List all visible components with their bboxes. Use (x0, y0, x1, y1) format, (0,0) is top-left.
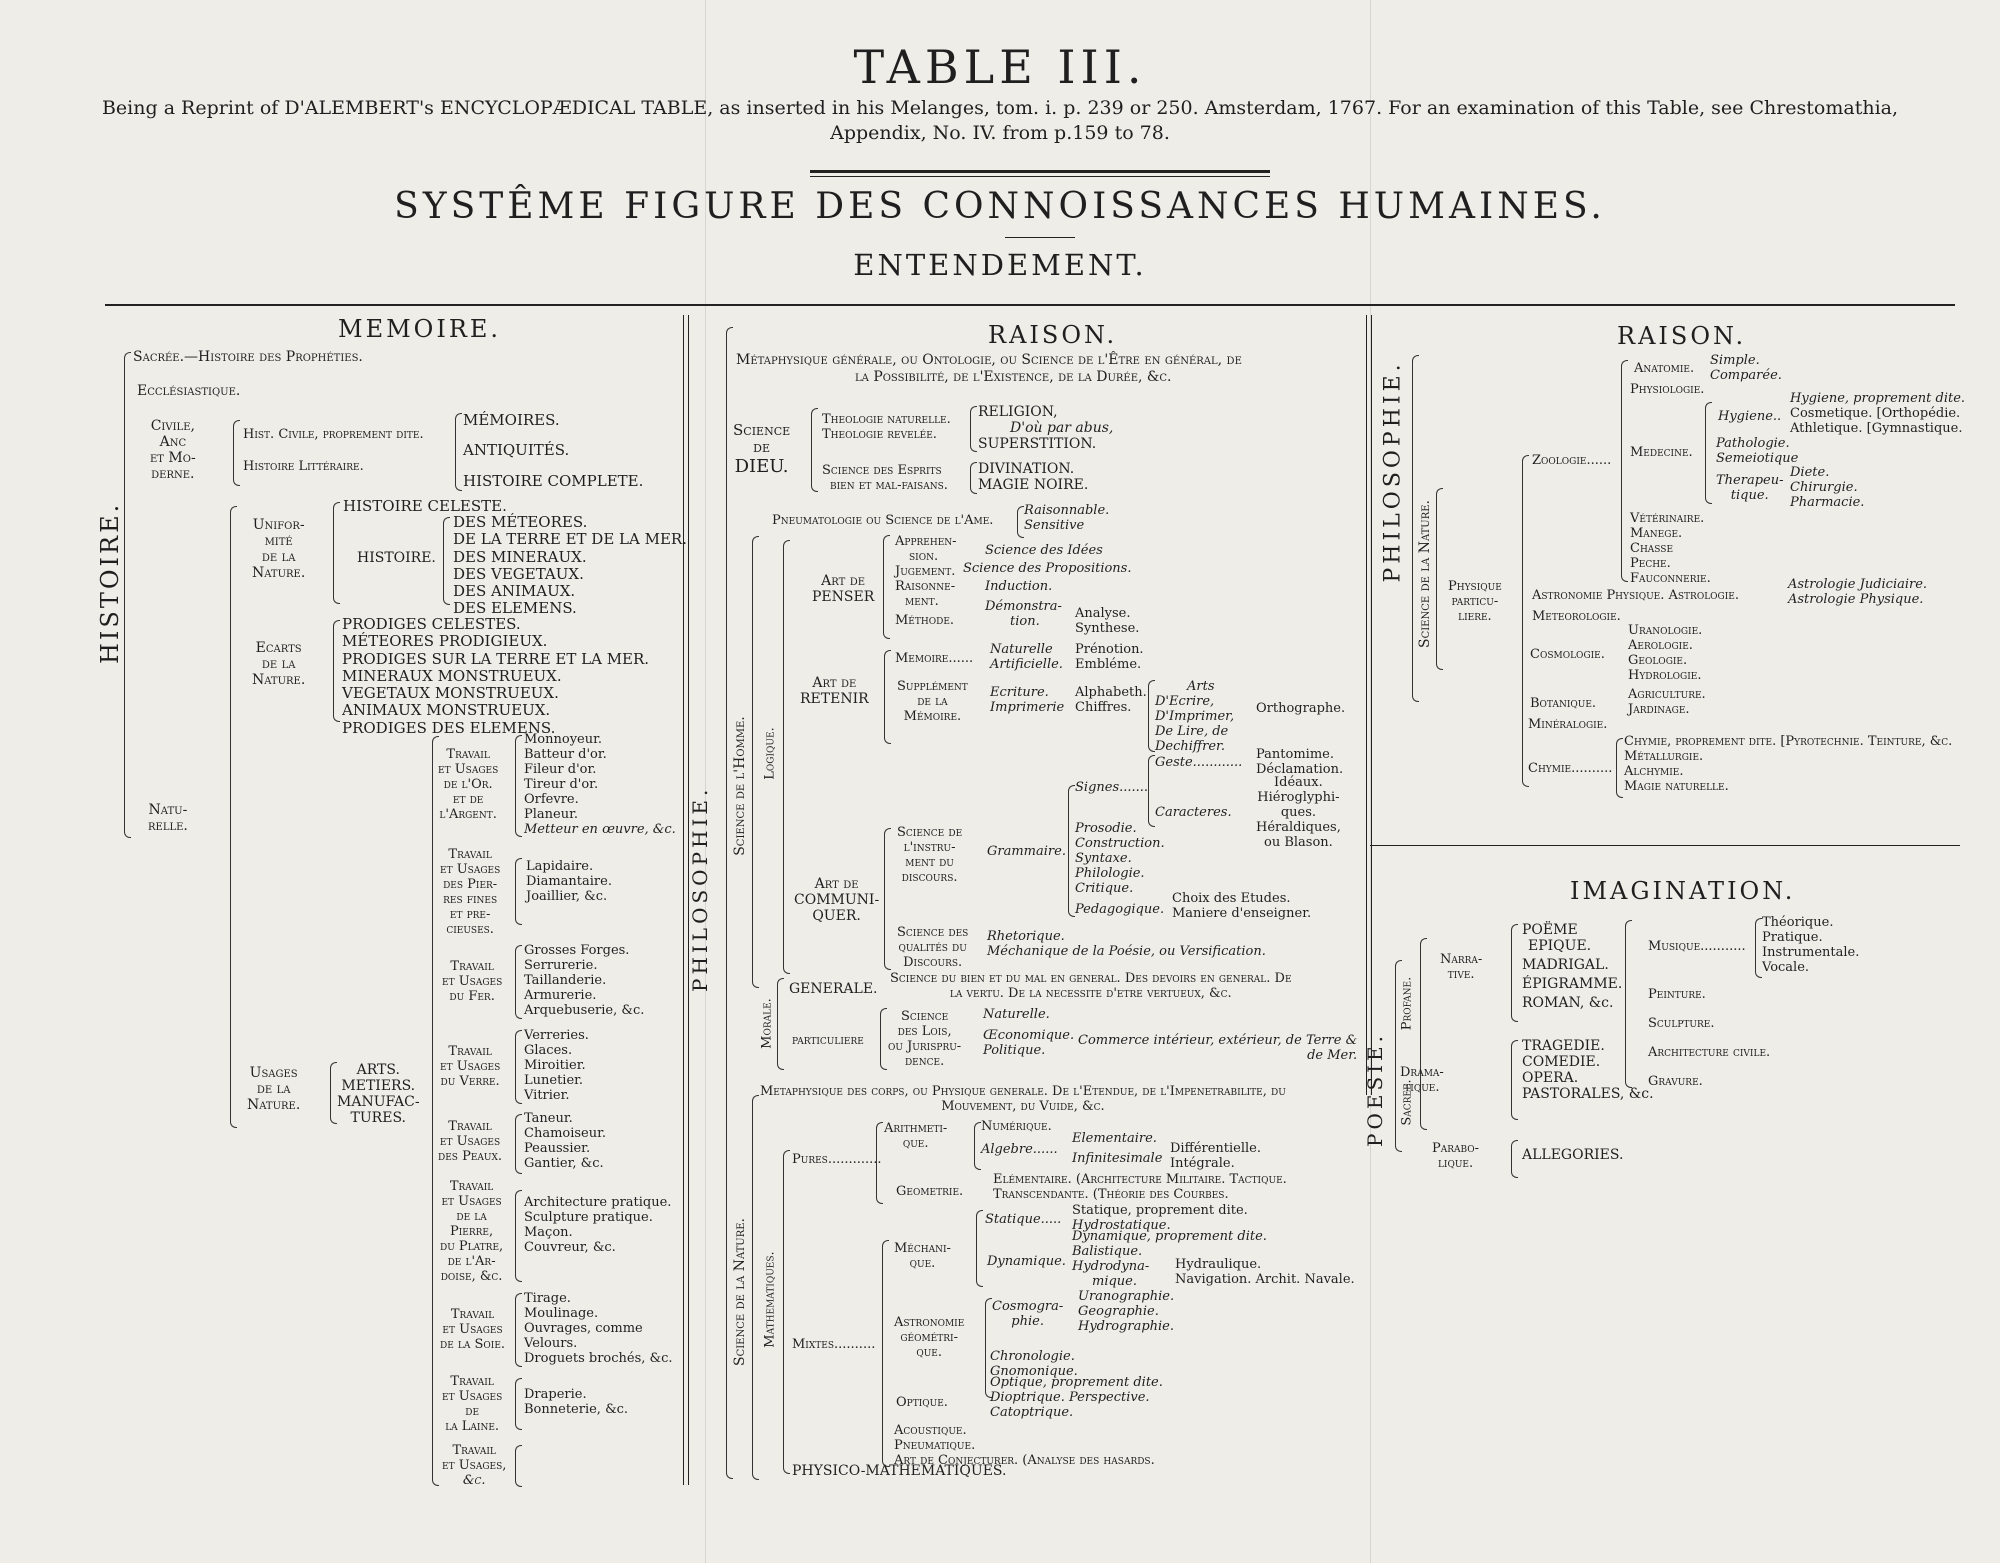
entendement-rule (105, 304, 1955, 306)
travail-or-items: Monnoyeur. Batteur d'or. Fileur d'or. Tireur d'or. Orfevre. Planeur. Metteur en œuvre, &c. (524, 732, 676, 837)
narrative-items: POËME EPIQUE. MADRIGAL. ÉPIGRAMME. ROMAN, &c. (1522, 922, 1623, 1012)
travail-pierres-brace (515, 858, 522, 925)
mathematiques-label: Mathematiques. (762, 1251, 778, 1348)
geometrie-items: Elémentaire. (Architecture Militaire. Tactique. Transcendante. (Théorie des Courbes. (993, 1172, 1287, 1202)
travail-pierre-brace (515, 1190, 522, 1282)
science-nature-right-brace (1436, 488, 1443, 670)
travail-peaux: Travail et Usages des Peaux. (438, 1119, 503, 1164)
travail-pierres-items: Lapidaire. Diamantaire. Joaillier, &c. (526, 859, 612, 904)
memoire-title: MEMOIRE. (338, 315, 502, 343)
metaphysique-2: la Possibilité, de l'Existence, de la Durée, &c. (855, 369, 1172, 385)
reprint-line: Being a Reprint of D'ALEMBERT's ENCYCLOPÆDICAL TABLE, as inserted in his Melanges, tom. i. p. 239 or 250. Amsterdam, 1767. For an examination of this Table, see Chrestomathia, (101, 97, 1899, 119)
grammaire-items: Prosodie. Construction. Syntaxe. Philologie. Critique. Pedagogique. (1075, 821, 1165, 917)
philosophie-center-label: PHILOSOPHIE. (688, 785, 712, 992)
cosmologie-items: Uranologie. Aerologie. Geologie. Hydrologie. (1628, 623, 1703, 683)
dramatique-items: TRAGEDIE. COMEDIE. OPERA. PASTORALES, &c. (1522, 1038, 1654, 1103)
hygiene: Hygiene.. (1718, 409, 1782, 424)
morale-label: Morale. (759, 998, 775, 1049)
art-communiquer-brace (884, 828, 891, 970)
travail-laine-items: Draperie. Bonneterie, &c. (524, 1387, 629, 1417)
pneumatologie: Pneumatologie ou Science de l'Ame. (772, 513, 994, 528)
arts-label: ARTS. METIERS. MANUFAC- TURES. (337, 1062, 420, 1127)
art-communiquer: Art de COMMUNI- QUER. (794, 876, 880, 925)
travail-soie-items: Tirage. Moulinage. Ouvrages, comme Velours. Droguets brochés, &c. (524, 1291, 673, 1366)
travail-soie: Travail et Usages de la Soie. (440, 1307, 506, 1352)
cosmographie-items: Uranographie. Geographie. Hydrographie. (1078, 1289, 1175, 1334)
art-penser: Art de PENSER (812, 573, 875, 606)
travail-fer-brace (515, 945, 522, 1019)
travail-pierre-items: Architecture pratique. Sculpture pratique. Maçon. Couvreur, &c. (524, 1195, 672, 1255)
travail-soie-brace (515, 1293, 522, 1367)
geste-items: Pantomime. Déclamation. (1256, 747, 1344, 777)
botanique: Botanique. (1530, 696, 1597, 711)
mineralogie: Minéralogie. (1528, 717, 1608, 732)
travail-or-brace (515, 735, 522, 837)
statique: Statique..... (985, 1212, 1062, 1227)
penser-heads: Apprehen- sion. Jugement. Raisonne- ment. Méthode. (895, 534, 957, 628)
mixtes: Mixtes.......... (792, 1337, 876, 1352)
science-homme-brace (752, 536, 759, 988)
infinitesimale-items: Différentielle. Intégrale. (1170, 1141, 1262, 1171)
astrologie-items: Astrologie Judiciaire. Astrologie Physique. (1788, 577, 1928, 607)
hist-litteraire: Histoire Littéraire. (243, 459, 364, 474)
acoustique: Acoustique. Pneumatique. Art de Conjecturer. (Analyse des hasards. (894, 1423, 1155, 1468)
signes: Signes....... (1075, 780, 1149, 795)
travail-pierres: Travail et Usages des Pier- res fines et pre- cieuses. (440, 847, 501, 937)
mechanique-brace (976, 1210, 983, 1287)
cosmographie: Cosmogra- phie. (992, 1299, 1064, 1329)
physico-mathematiques: PHYSICO-MATHEMATIQUES. (792, 1463, 1007, 1479)
grammaire-brace (1068, 785, 1075, 917)
title-rule (810, 170, 1270, 173)
travail-fer: Travail et Usages du Fer. (442, 959, 503, 1004)
esprits-brace (970, 462, 977, 494)
chymie-brace (1616, 738, 1623, 798)
title-rule-thin (810, 176, 1270, 177)
art-penser-brace (883, 535, 890, 639)
naturelle-label: Natu- relle. (148, 802, 188, 835)
mathematiques-brace (783, 1150, 790, 1474)
antiquites: ANTIQUITÉS. (463, 441, 570, 459)
arts-ecrire: Arts D'Ecrire, D'Imprimer, De Lire, de Dechiffrer. (1155, 679, 1235, 754)
theologie-brace (970, 406, 977, 452)
science-dieu: Science de DIEU. (733, 421, 791, 477)
histoire-celeste: HISTOIRE CELESTE. (343, 497, 507, 515)
travail-peaux-brace (515, 1114, 522, 1174)
generale-text: Science du bien et du mal en general. Des devoirs en general. De la vertu. De la necessite d'etre vertueux, &c. (890, 971, 1292, 1001)
poesie-label: POESIE. (1363, 1031, 1387, 1147)
travail-verre: Travail et Usages du Verre. (440, 1044, 501, 1089)
lois-items: Naturelle. Œconomique. Politique. (983, 1007, 1075, 1058)
uniformite-label: Unifor- mité de la Nature. (252, 517, 306, 582)
supplement-memoire: Supplément de la Mémoire. (897, 679, 968, 724)
anatomie: Anatomie. (1634, 361, 1695, 376)
orthographe: Orthographe. (1256, 701, 1346, 716)
medecine: Medecine. (1630, 445, 1693, 460)
usages-label: Usages de la Nature. (247, 1065, 301, 1114)
theologie: Theologie naturelle. Theologie revelée. (822, 412, 951, 442)
civile-brace (233, 420, 240, 486)
ecclesiastique: Ecclésiastique. (137, 383, 241, 399)
dramatique-brace (1511, 1040, 1518, 1120)
gravure: Gravure. (1648, 1074, 1703, 1089)
hygiene-items: Hygiene, proprement dite. Cosmetique. [Orthopédie. Athletique. [Gymnastique. (1790, 391, 1966, 436)
physique-particuliere: Physique particu- liere. (1448, 579, 1502, 624)
musique: Musique........... (1648, 939, 1746, 954)
separator-right-2 (1371, 315, 1372, 1095)
statique-items: Statique, proprement dite. Hydrostatique. (1072, 1203, 1248, 1233)
pures-brace (876, 1122, 883, 1204)
arithmetique-items: Numérique. Algebre...... (981, 1119, 1058, 1157)
art-retenir: Art de RETENIR (800, 675, 869, 708)
therapeutique: Therapeu- tique. (1716, 473, 1784, 503)
naturelle-brace (230, 506, 237, 1128)
qualites-discours: Science des qualités du Discours. (897, 925, 969, 970)
sacree-histoire: Sacrée.—Histoire des Prophéties. (133, 349, 363, 365)
pedagogique-items: Choix des Etudes. Maniere d'enseigner. (1172, 891, 1312, 921)
physiologie: Physiologie. (1630, 382, 1705, 397)
usages-brace (330, 1062, 337, 1124)
civile-items-brace (455, 413, 462, 491)
metaphysique-1: Métaphysique générale, ou Ontologie, ou Science de l'Être en général, de (736, 352, 1242, 368)
separator-imagination (1370, 845, 1960, 846)
astronomie-physique: Astronomie Physique. Astrologie. (1532, 588, 1740, 603)
science-instrument: Science de l'instru- ment du discours. (897, 825, 963, 885)
arts-ecrire-brace (1148, 680, 1155, 752)
prenotion-items: Prénotion. Embléme. (1075, 642, 1144, 672)
ecarts-brace (333, 620, 340, 722)
allegories: ALLEGORIES. (1522, 1147, 1624, 1163)
histoire-sub: HISTOIRE. (357, 550, 436, 566)
chymie-items: Chymie, proprement dite. [Pyrotechnie. Teinture, &c. Métallurgie. Alchymie. Magie naturelle. (1624, 734, 1953, 794)
particuliere-brace (880, 1008, 887, 1070)
qualites-items: Rhetorique. Méchanique de la Poésie, ou Versification. (987, 929, 1266, 959)
algebre-items: Elementaire. Infinitesimale (1072, 1131, 1163, 1166)
science-esprits: Science des Esprits bien et mal-faisans. (822, 463, 948, 493)
uniformite-brace (333, 502, 340, 604)
title-divider (1005, 237, 1075, 238)
histoire-brace (124, 352, 131, 838)
cosmologie: Cosmologie. (1530, 647, 1605, 662)
science-nature-right-label: Science de la Nature. (1417, 499, 1433, 649)
meteorologie: Meteorologie. (1532, 609, 1621, 624)
ecarts-label: Ecarts de la Nature. (252, 640, 306, 689)
raison-right-title: RAISON. (1617, 322, 1747, 350)
caracteres: Caracteres. (1155, 805, 1232, 820)
ecarts-items: PRODIGES CELESTES. MÉTEORES PRODIGIEUX. PRODIGES SUR LA TERRE ET LA MER. MINERAUX MONSTRUEUX. VEGETAUX MONSTRUEUX. ANIMAUX MONSTRUEUX. PRODIGES DES ELEMENS. (342, 615, 650, 737)
chymie: Chymie.......... (1528, 761, 1613, 776)
esprits-items: DIVINATION. MAGIE NOIRE. (978, 461, 1089, 494)
memoire-items: Naturelle Artificielle. (990, 642, 1063, 672)
memoire-sub: Memoire...... (895, 651, 974, 666)
separator-left (683, 315, 684, 1485)
raison-center-title: RAISON. (988, 321, 1118, 349)
separator-right (1366, 315, 1367, 1095)
profane-brace (1420, 938, 1427, 1130)
arithmetique: Arithmeti- que. (884, 1121, 948, 1151)
travail-autres: Travail et Usages, &c. (442, 1443, 507, 1488)
pneumatologie-items: Raisonnable. Sensitive (1024, 503, 1110, 533)
beaux-arts-brace (1625, 920, 1632, 1088)
science-lois: Science des Lois, ou Jurispru- dence. (888, 1009, 962, 1069)
generale: GENERALE. (789, 981, 878, 997)
zoologie-brace (1621, 360, 1628, 582)
morale-brace (777, 978, 784, 1070)
profane-label: Profane. (1399, 976, 1415, 1031)
optique: Optique. (896, 1395, 948, 1410)
table-number: TABLE III. (853, 40, 1147, 94)
sacree-label: Sacree. (1399, 1079, 1415, 1126)
travail-laine: Travail et Usages de la Laine. (442, 1374, 503, 1434)
supplement-items: Ecriture. Imprimerie (990, 685, 1065, 715)
art-retenir-brace (884, 650, 891, 744)
histoire-complete: HISTOIRE COMPLETE. (463, 472, 644, 490)
histoire-label: HISTOIRE. (96, 501, 124, 664)
pneumatologie-brace (1017, 506, 1024, 538)
alphabeth-items: Alphabeth. Chiffres. (1075, 685, 1147, 715)
geometrie: Geometrie. (896, 1184, 964, 1199)
optique-items: Optique, proprement dite. Dioptrique. Perspective. Catoptrique. (990, 1375, 1163, 1420)
peinture: Peinture. (1648, 987, 1706, 1002)
botanique-items: Agriculture. Jardinage. (1628, 687, 1706, 717)
pathologie: Pathologie. Semeiotique (1716, 436, 1799, 466)
science-nature-label: Science de la Nature. (732, 1217, 748, 1367)
hydrodynamique-items: Hydraulique. Navigation. Archit. Navale. (1175, 1257, 1355, 1287)
zoologie-items: Vétérinaire. Manege. Chasse Peche. Fauconnerie. (1630, 511, 1711, 586)
particuliere: particuliere (792, 1033, 864, 1048)
architecture-civile: Architecture civile. (1648, 1045, 1771, 1060)
travail-pierre: Travail et Usages de la Pierre, du Platre, de l'Ar- doise, &c. (440, 1179, 504, 1284)
penser-items: Science des Idées Science des Propositions. Induction. Démonstra- tion. (963, 543, 1132, 629)
imagination-title: IMAGINATION. (1570, 877, 1796, 905)
sculpture: Sculpture. (1648, 1016, 1715, 1031)
demonstration-items: Analyse. Synthese. (1075, 606, 1140, 636)
mixtes-brace (882, 1240, 889, 1467)
physique-generale: Metaphysique des corps, ou Physique generale. De l'Etendue, de l'Impenetrabilite, du Mouvement, du Vuide, &c. (760, 1084, 1286, 1114)
memoires: MÉMOIRES. (463, 411, 560, 429)
science-nature-brace (752, 1095, 759, 1480)
arithmetique-brace (974, 1122, 981, 1170)
theologie-items: RELIGION, D'où par abus, SUPERSTITION. (978, 404, 1114, 453)
science-homme-label: Science de l'Homme. (732, 716, 748, 856)
chronologie: Chronologie. Gnomonique. (990, 1349, 1078, 1379)
pures: Pures............. (792, 1152, 882, 1167)
musique-brace (1755, 918, 1762, 978)
narrative-brace (1511, 924, 1518, 1022)
histoire-items-brace (443, 517, 450, 605)
anatomie-items: Simple. Comparée. (1710, 353, 1782, 383)
geste: Geste............ (1155, 755, 1243, 770)
zoologie: Zoologie...... (1532, 453, 1612, 468)
appendix-line: Appendix, No. IV. from p.159 to 78. (830, 122, 1170, 144)
therapeutique-items: Diete. Chirurgie. Pharmacie. (1790, 465, 1865, 510)
science-dieu-brace (811, 408, 818, 492)
logique-brace (783, 540, 790, 974)
medecine-brace (1705, 402, 1712, 504)
travail-fer-items: Grosses Forges. Serrurerie. Taillanderie. Armurerie. Arquebuserie, &c. (524, 943, 645, 1018)
mechanique: Méchani- que. (894, 1241, 951, 1271)
physique-brace (1522, 455, 1529, 787)
musique-items: Théorique. Pratique. Instrumentale. Vocale. (1762, 915, 1860, 975)
parabolique-brace (1511, 1140, 1518, 1178)
logique-label: Logique. (762, 727, 778, 780)
hist-civile: Hist. Civile, proprement dite. (243, 427, 424, 442)
histoire-items: DES MÉTEORES. DE LA TERRE ET DE LA MER. DES MINERAUX. DES VEGETAUX. DES ANIMAUX. DES ELEMENS. (453, 513, 687, 618)
travail-or: Travail et Usages de l'Or. et de l'Argent. (438, 747, 499, 822)
grammaire: Grammaire. (987, 844, 1066, 859)
travail-laine-brace (515, 1378, 522, 1430)
travail-peaux-items: Taneur. Chamoiseur. Peaussier. Gantier, &c. (524, 1111, 607, 1171)
travail-verre-items: Verreries. Glaces. Miroitier. Lunetier. Vitrier. (524, 1028, 589, 1103)
travail-verre-brace (515, 1030, 522, 1104)
caracteres-items: Idéaux. Hiéroglyphi- ques. Héraldiques, ou Blason. (1256, 775, 1341, 850)
philosophie-right-label: PHILOSOPHIE. (1380, 360, 1406, 583)
dynamique: Dynamique. (987, 1254, 1066, 1269)
signes-brace (1148, 755, 1155, 827)
astronomie-geometrique: Astronomie géométri- que. (894, 1315, 965, 1360)
narrative: Narra- tive. (1440, 952, 1483, 982)
subtitle: ENTENDEMENT. (853, 248, 1147, 282)
dramatique: Drama- tique. (1400, 1065, 1444, 1095)
main-title: SYSTÊME FIGURE DES CONNOISSANCES HUMAINES. (394, 186, 1606, 227)
civile-label: Civile, Anc et Mo- derne. (150, 418, 196, 483)
dynamique-items: Dynamique, proprement dite. Balistique. Hydrodyna- mique. (1072, 1229, 1267, 1289)
arts-brace (432, 736, 439, 1486)
commerce: Commerce intérieur, extérieur, de Terre & de Mer. (1078, 1033, 1358, 1063)
travail-autres-brace (515, 1445, 522, 1487)
parabolique: Parabo- lique. (1432, 1141, 1480, 1171)
